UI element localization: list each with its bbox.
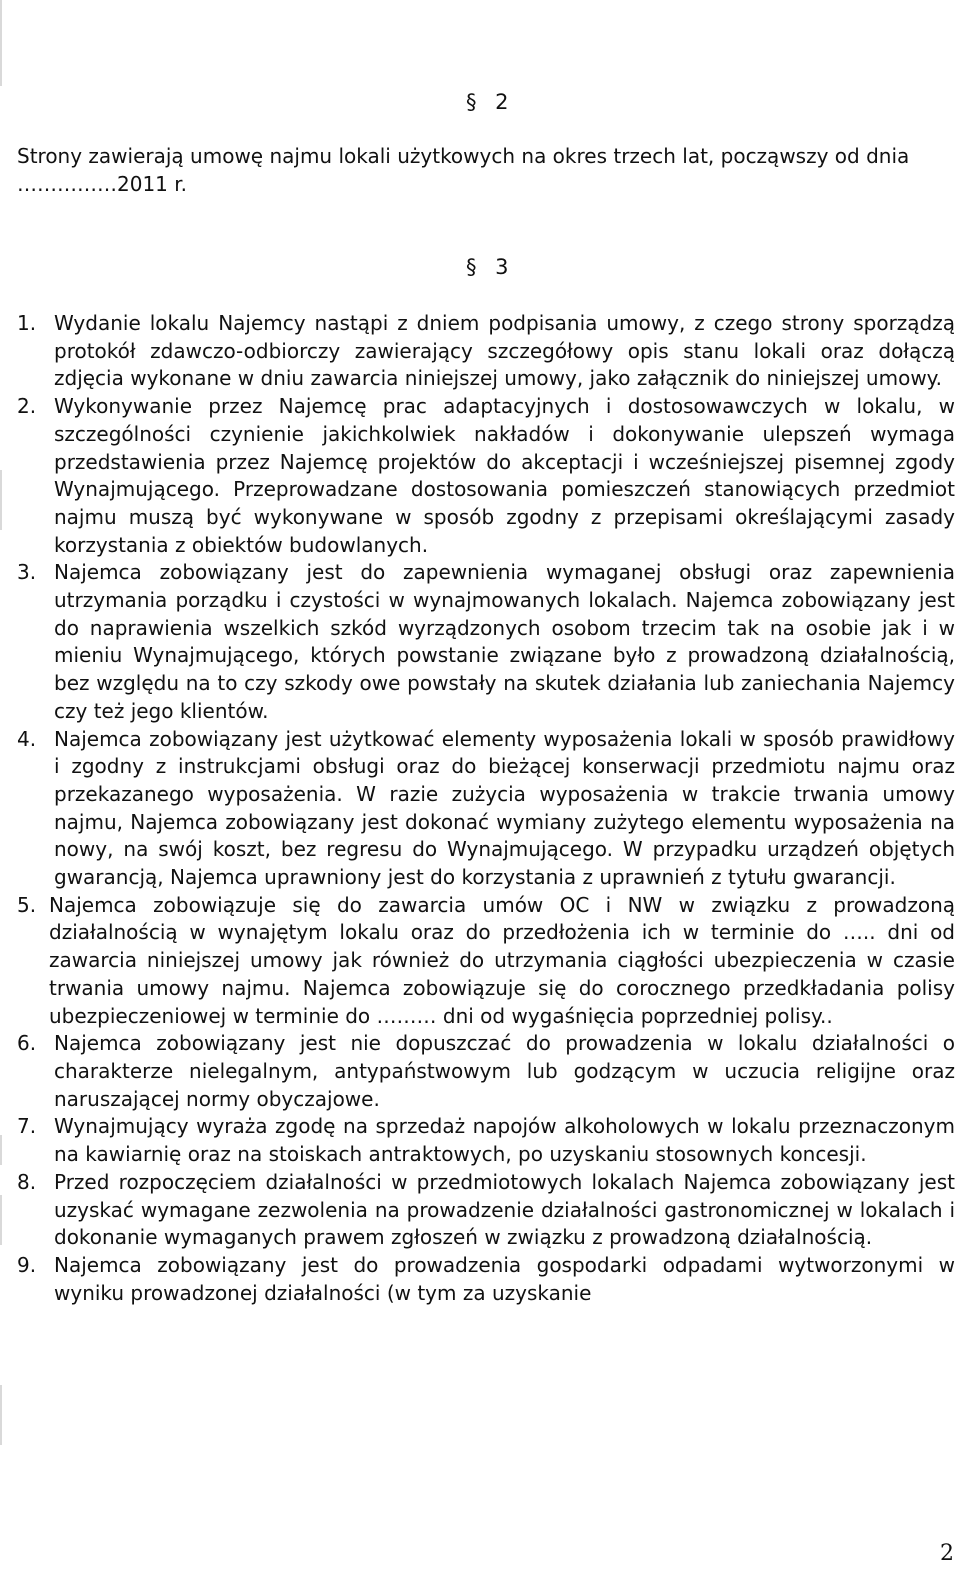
section-2-heading: § 2: [466, 90, 515, 114]
item-number: 2.: [17, 394, 37, 419]
margin-change-bar: [0, 470, 2, 530]
margin-change-bar: [0, 1135, 2, 1165]
list-item: [17, 310, 955, 393]
page-number: 2: [940, 1541, 954, 1566]
item-text: Wynajmujący wyraża zgodę na sprzedaż napojów alkoholowych w lokalu przeznaczonym na kawiarnię oraz na stoiskach antraktowych, po uzyskaniu stosownych koncesji.: [54, 1114, 955, 1167]
margin-change-bar: [0, 0, 2, 86]
item-text: Wydanie lokalu Najemcy nastąpi z dniem podpisania umowy, z czego strony sporządzą protokół zdawczo-odbiorczy zawierający szczegółowy opis stanu lokali oraz dołączą zdjęcia wykonane w dniu zawarcia niniejszej umowy, jako załącznik do niniejszej umowy.: [54, 311, 955, 391]
item-number: 1.: [17, 311, 37, 335]
item-text: Wykonywanie przez Najemcę prac adaptacyjnych i dostosowawczych w lokalu, w szczególności czynienie jakichkolwiek nakładów i dokonywanie ulepszeń wymaga przedstawienia przez Najemcę projektów do akceptacji i wcześniejszej pisemnej zgody Wynajmującego. Przeprowadzane dostosowania pomieszczeń stanowiących przedmiot najmu muszą być wykonywane w sposób zgodny z przepisami określającymi zasady korzystania z obiektów budowlanych.: [54, 394, 955, 557]
section-3-list: [17, 310, 955, 1307]
list-item: [17, 1169, 955, 1252]
item-number: 3.: [17, 560, 37, 585]
list-item: [17, 393, 955, 559]
item-text: Najemca zobowiązany jest do zapewnienia wymaganej obsługi oraz zapewnienia utrzymania porządku i czystości w wynajmowanych lokalach. Najemca zobowiązany jest do naprawienia wszelkich szkód wyrządzonych osobom trzecim tak na osobie jak i w mieniu Wynajmującego, których powstanie związane było z prowadzoną działalnością, bez względu na to czy szkody owe powstały na skutek działania lub zaniechania Najemcy czy też jego klientów.: [54, 560, 955, 723]
item-number: 5.: [17, 892, 37, 917]
list-item: [17, 559, 955, 725]
margin-change-bar: [0, 1195, 2, 1245]
item-number: 8.: [17, 1169, 37, 1194]
item-text: Przed rozpoczęciem działalności w przedmiotowych lokalach Najemca zobowiązany jest uzyskać wymagane zezwolenia na prowadzenie działalności gastronomicznej w lokalach i dokonanie wymaganych prawem zgłoszeń w związku z prowadzoną działalnością.: [54, 1169, 955, 1250]
item-text: Najemca zobowiązany jest nie dopuszczać do prowadzenia w lokalu działalności o charakterze nielegalnym, antypaństwowym lub godzącym w uczucia religijne oraz naruszającej normy obyczajowe.: [54, 1031, 955, 1111]
item-text: Najemca zobowiązany jest do prowadzenia gospodarki odpadami wytworzonymi w wyniku prowadzonej działalności (w tym za uzyskanie: [54, 1252, 955, 1305]
item-number: 6.: [17, 1031, 37, 1056]
list-item: [17, 892, 955, 1031]
list-item: [17, 1030, 955, 1113]
list-item: [17, 726, 955, 892]
item-number: 7.: [17, 1114, 37, 1139]
list-item: [17, 1252, 955, 1307]
section-3-heading: § 3: [466, 255, 515, 279]
item-number: 9.: [17, 1252, 37, 1277]
section-2-text: Strony zawierają umowę najmu lokali użytkowych na okres trzech lat, począwszy od dnia ……………2011 r.: [17, 144, 910, 196]
margin-change-bar: [0, 1385, 2, 1445]
item-number: 4.: [17, 726, 37, 751]
list-item: [17, 1113, 955, 1168]
item-text: Najemca zobowiązany jest użytkować elementy wyposażenia lokali w sposób prawidłowy i zgodny z instrukcjami obsługi oraz do bieżącej konserwacji przedmiotu najmu oraz przekazanego wyposażenia. W razie zużycia wyposażenia w trakcie trwania umowy najmu, Najemca zobowiązany jest dokonać wymiany zużytego elementu wyposażenia na nowy, na swój koszt, bez regresu do Wynajmującego. W przypadku urządzeń objętych gwarancją, Najemca uprawniony jest do korzystania z uprawnień z tytułu gwarancji.: [54, 726, 955, 890]
item-text: Najemca zobowiązuje się do zawarcia umów OC i NW w związku z prowadzoną działalnością w wynajętym lokalu oraz do przedłożenia ich w terminie do ….. dni od zawarcia niniejszej umowy jak również do utrzymania ciągłości ubezpieczenia w czasie trwania umowy najmu. Najemca zobowiązuje się do corocznego przedkładania polisy ubezpieczeniowej w terminie do ……… dni od wygaśnięcia poprzedniej polisy..: [49, 892, 955, 1028]
